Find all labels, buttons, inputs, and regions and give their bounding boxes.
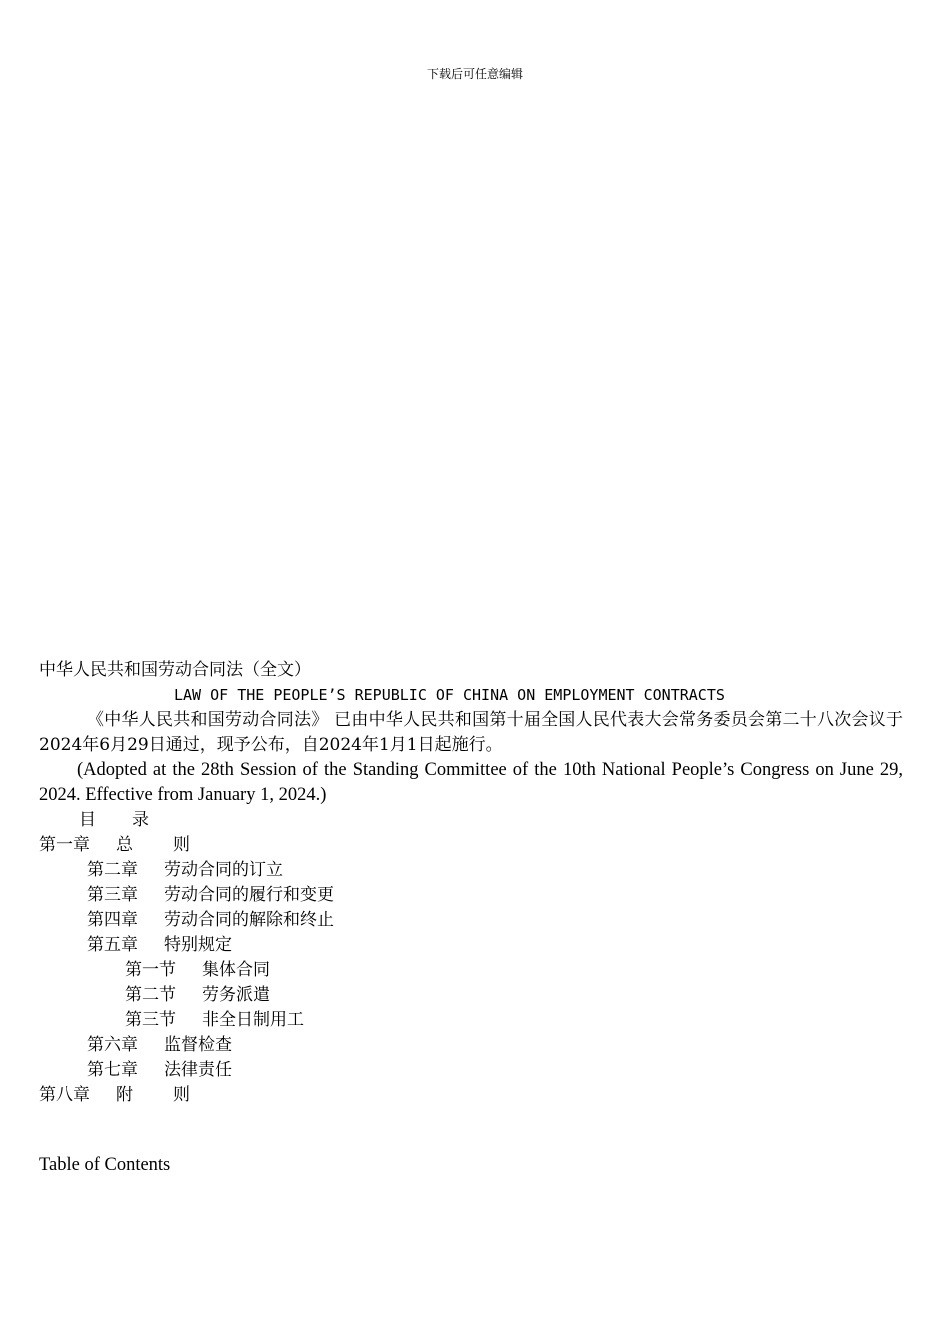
toc-item-chapter-4	[39, 908, 903, 933]
title-en: LAW OF THE PEOPLE’S REPUBLIC OF CHINA ON EMPLOYMENT CONTRACTS	[174, 686, 725, 704]
chapter-number: 第三章	[87, 885, 138, 905]
chapter-number: 第二章	[87, 860, 138, 880]
chapter-number: 第四章	[87, 910, 138, 930]
chapter-number: 第一章	[39, 835, 90, 855]
toc-item-chapter-1	[39, 833, 903, 858]
toc-item-section-1	[39, 958, 903, 983]
header-note: 下载后可任意编辑	[426, 67, 523, 81]
toc-item-chapter-6	[39, 1033, 903, 1058]
chapter-number: 第六章	[87, 1035, 138, 1055]
chapter-title-part: 总	[116, 835, 133, 855]
toc-item-section-3	[39, 1008, 903, 1033]
chapter-title: 劳动合同的履行和变更	[164, 885, 334, 905]
document-body	[39, 658, 903, 1178]
intro-en: (Adopted at the 28th Session of the Standing Committee of the 10th National People’s Congress on June 29, 2024. Effective from January 1, 2024.)	[39, 760, 903, 805]
toc-item-chapter-2	[39, 858, 903, 883]
toc-item-chapter-3	[39, 883, 903, 908]
intro-cn: 《中华人民共和国劳动合同法》 已由中华人民共和国第十届全国人民代表大会常务委员会第二十八次会议于2024年6月29日通过，现予公布，自2024年1月1日起施行。	[39, 710, 903, 755]
chapter-number: 第七章	[87, 1060, 138, 1080]
section-title: 劳务派遣	[202, 985, 270, 1005]
chapter-title-part: 附	[116, 1085, 133, 1105]
chapter-title: 监督检查	[164, 1035, 232, 1055]
toc-heading-char-2: 录	[132, 810, 149, 830]
title-cn: 中华人民共和国劳动合同法（全文）	[39, 660, 311, 680]
chapter-title-part: 则	[173, 1085, 190, 1105]
chapter-title: 劳动合同的订立	[164, 860, 283, 880]
toc-item-chapter-7	[39, 1058, 903, 1083]
chapter-number: 第五章	[87, 935, 138, 955]
section-number: 第一节	[125, 960, 176, 980]
section-title: 非全日制用工	[202, 1010, 304, 1030]
toc-item-section-2	[39, 983, 903, 1008]
chapter-title: 劳动合同的解除和终止	[164, 910, 334, 930]
chapter-title-part: 则	[173, 835, 190, 855]
chapter-number: 第八章	[39, 1085, 90, 1105]
toc-item-chapter-5	[39, 933, 903, 958]
section-number: 第二节	[125, 985, 176, 1005]
chapter-title: 法律责任	[164, 1060, 232, 1080]
toc-heading-char-1: 目	[79, 810, 96, 830]
toc-item-chapter-8	[39, 1083, 903, 1108]
section-title: 集体合同	[202, 960, 270, 980]
chapter-title: 特别规定	[164, 935, 232, 955]
toc-heading	[39, 808, 903, 833]
toc-en-heading: Table of Contents	[39, 1155, 171, 1175]
section-number: 第三节	[125, 1010, 176, 1030]
